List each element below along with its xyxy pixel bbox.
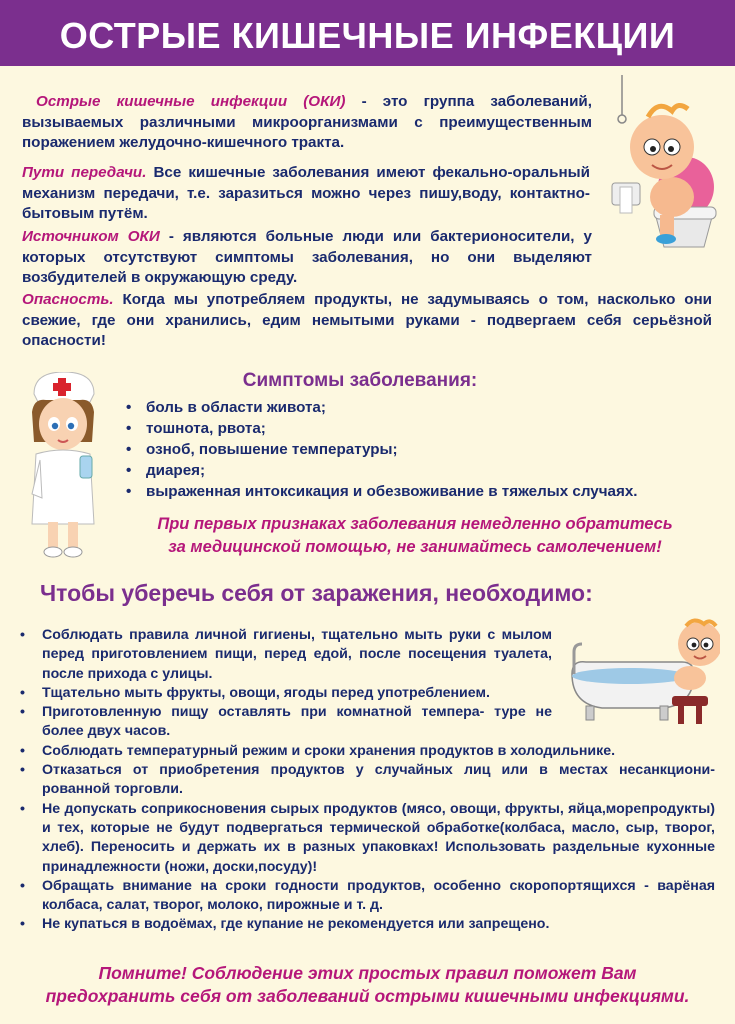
danger-lead: Опасность. <box>22 291 114 308</box>
list-item: • Тщательно мыть фрукты, овощи, ягоды перед употреблением. <box>20 684 490 701</box>
transmission-lead: Пути передачи. <box>22 164 147 181</box>
intro-text: - это группа заболеваний, вызываемых различными микроорганизмами с преимущественным поражением желудочно-кишечного тракта. <box>22 93 592 151</box>
list-item: • боль в области живота; <box>126 399 326 416</box>
transmission-paragraph <box>22 163 590 225</box>
intro-lead: Острые кишечные инфекции (ОКИ) <box>36 93 346 110</box>
list-item: • Соблюдать температурный режим и сроки хранения продуктов в холодильнике. <box>20 742 616 759</box>
list-item: • диарея; <box>126 462 206 479</box>
reminder-footer: Помните! Соблюдение этих простых правил поможет Вам предохранить себя от заболеваний острыми кишечными инфекциями. <box>45 963 690 1006</box>
list-item: • Обращать внимание на сроки годности продуктов, особенно скоропортящихся - варёная колбаса, салат, творог, молоко, пирожные и т. д. <box>20 877 715 914</box>
nurse-illustration <box>22 372 104 562</box>
poster-title: ОСТРЫЕ КИШЕЧНЫЕ ИНФЕКЦИИ <box>0 0 735 66</box>
list-item: • Соблюдать правила личной гигиены, тщательно мыть руки с мылом перед приготовлением пищи, перед едой, после посещения туалета, после прихода с улицы. <box>20 627 552 682</box>
list-item: • озноб, повышение температуры; <box>126 441 398 458</box>
source-paragraph <box>22 227 622 289</box>
danger-paragraph <box>22 290 712 352</box>
list-item: • тошнота, рвота; <box>126 420 266 437</box>
list-item: • Отказаться от приобретения продуктов у случайных лиц или в местах несанкциони- рованной торговли. <box>20 762 715 798</box>
symptoms-list <box>122 397 722 502</box>
list-item: • Не допускать соприкосновения сырых продуктов (мясо, овощи, фрукты, яйца,морепродукты) и тех, которые не будут подвергаться термической обработке(колбаса, масло, сыр, творог, хлеб). Переносить и держать их в разных упаковках! Использовать раздельные кухонные принадлежности (ножи, доски,посуду)! <box>20 800 715 875</box>
list-item: • Приготовленную пищу оставлять при комнатной темпера- туре не более двух часов. <box>20 704 552 740</box>
danger-text: Когда мы употребляем продукты, не задумываясь о том, насколько они свежие, где они хранились, едим немытыми руками - подвергаем себя серьёзной опасности! <box>22 291 712 349</box>
intro-paragraph <box>22 92 592 154</box>
source-lead: Источником ОКИ <box>22 228 160 245</box>
prevention-title: Чтобы уберечь себя от заражения, необходимо: <box>40 580 593 606</box>
list-item: • выраженная интоксикация и обезвоживание в тяжелых случаях. <box>126 483 638 500</box>
doctor-warning: При первых признаках заболевания немедленно обратитесь за медицинской помощью, не занимайтесь самолечением! <box>157 515 673 556</box>
symptoms-title: Симптомы заболевания: <box>242 370 478 391</box>
list-item: • Не купаться в водоёмах, где купание не рекомендуется или запрещено. <box>20 916 550 933</box>
source-text: - являются больные люди или бактерионосители, у которых отсутствуют симптомы заболевания, но они выделяют возбудителей в окружающую среду. <box>22 228 592 286</box>
prevention-list <box>18 626 715 935</box>
baby-on-toilet-illustration <box>604 75 722 255</box>
transmission-text: Все кишечные заболевания имеют фекально-оральный механизм передачи, т.е. заразиться можно через пишу,воду, контактно-бытовым путём. <box>22 164 590 222</box>
